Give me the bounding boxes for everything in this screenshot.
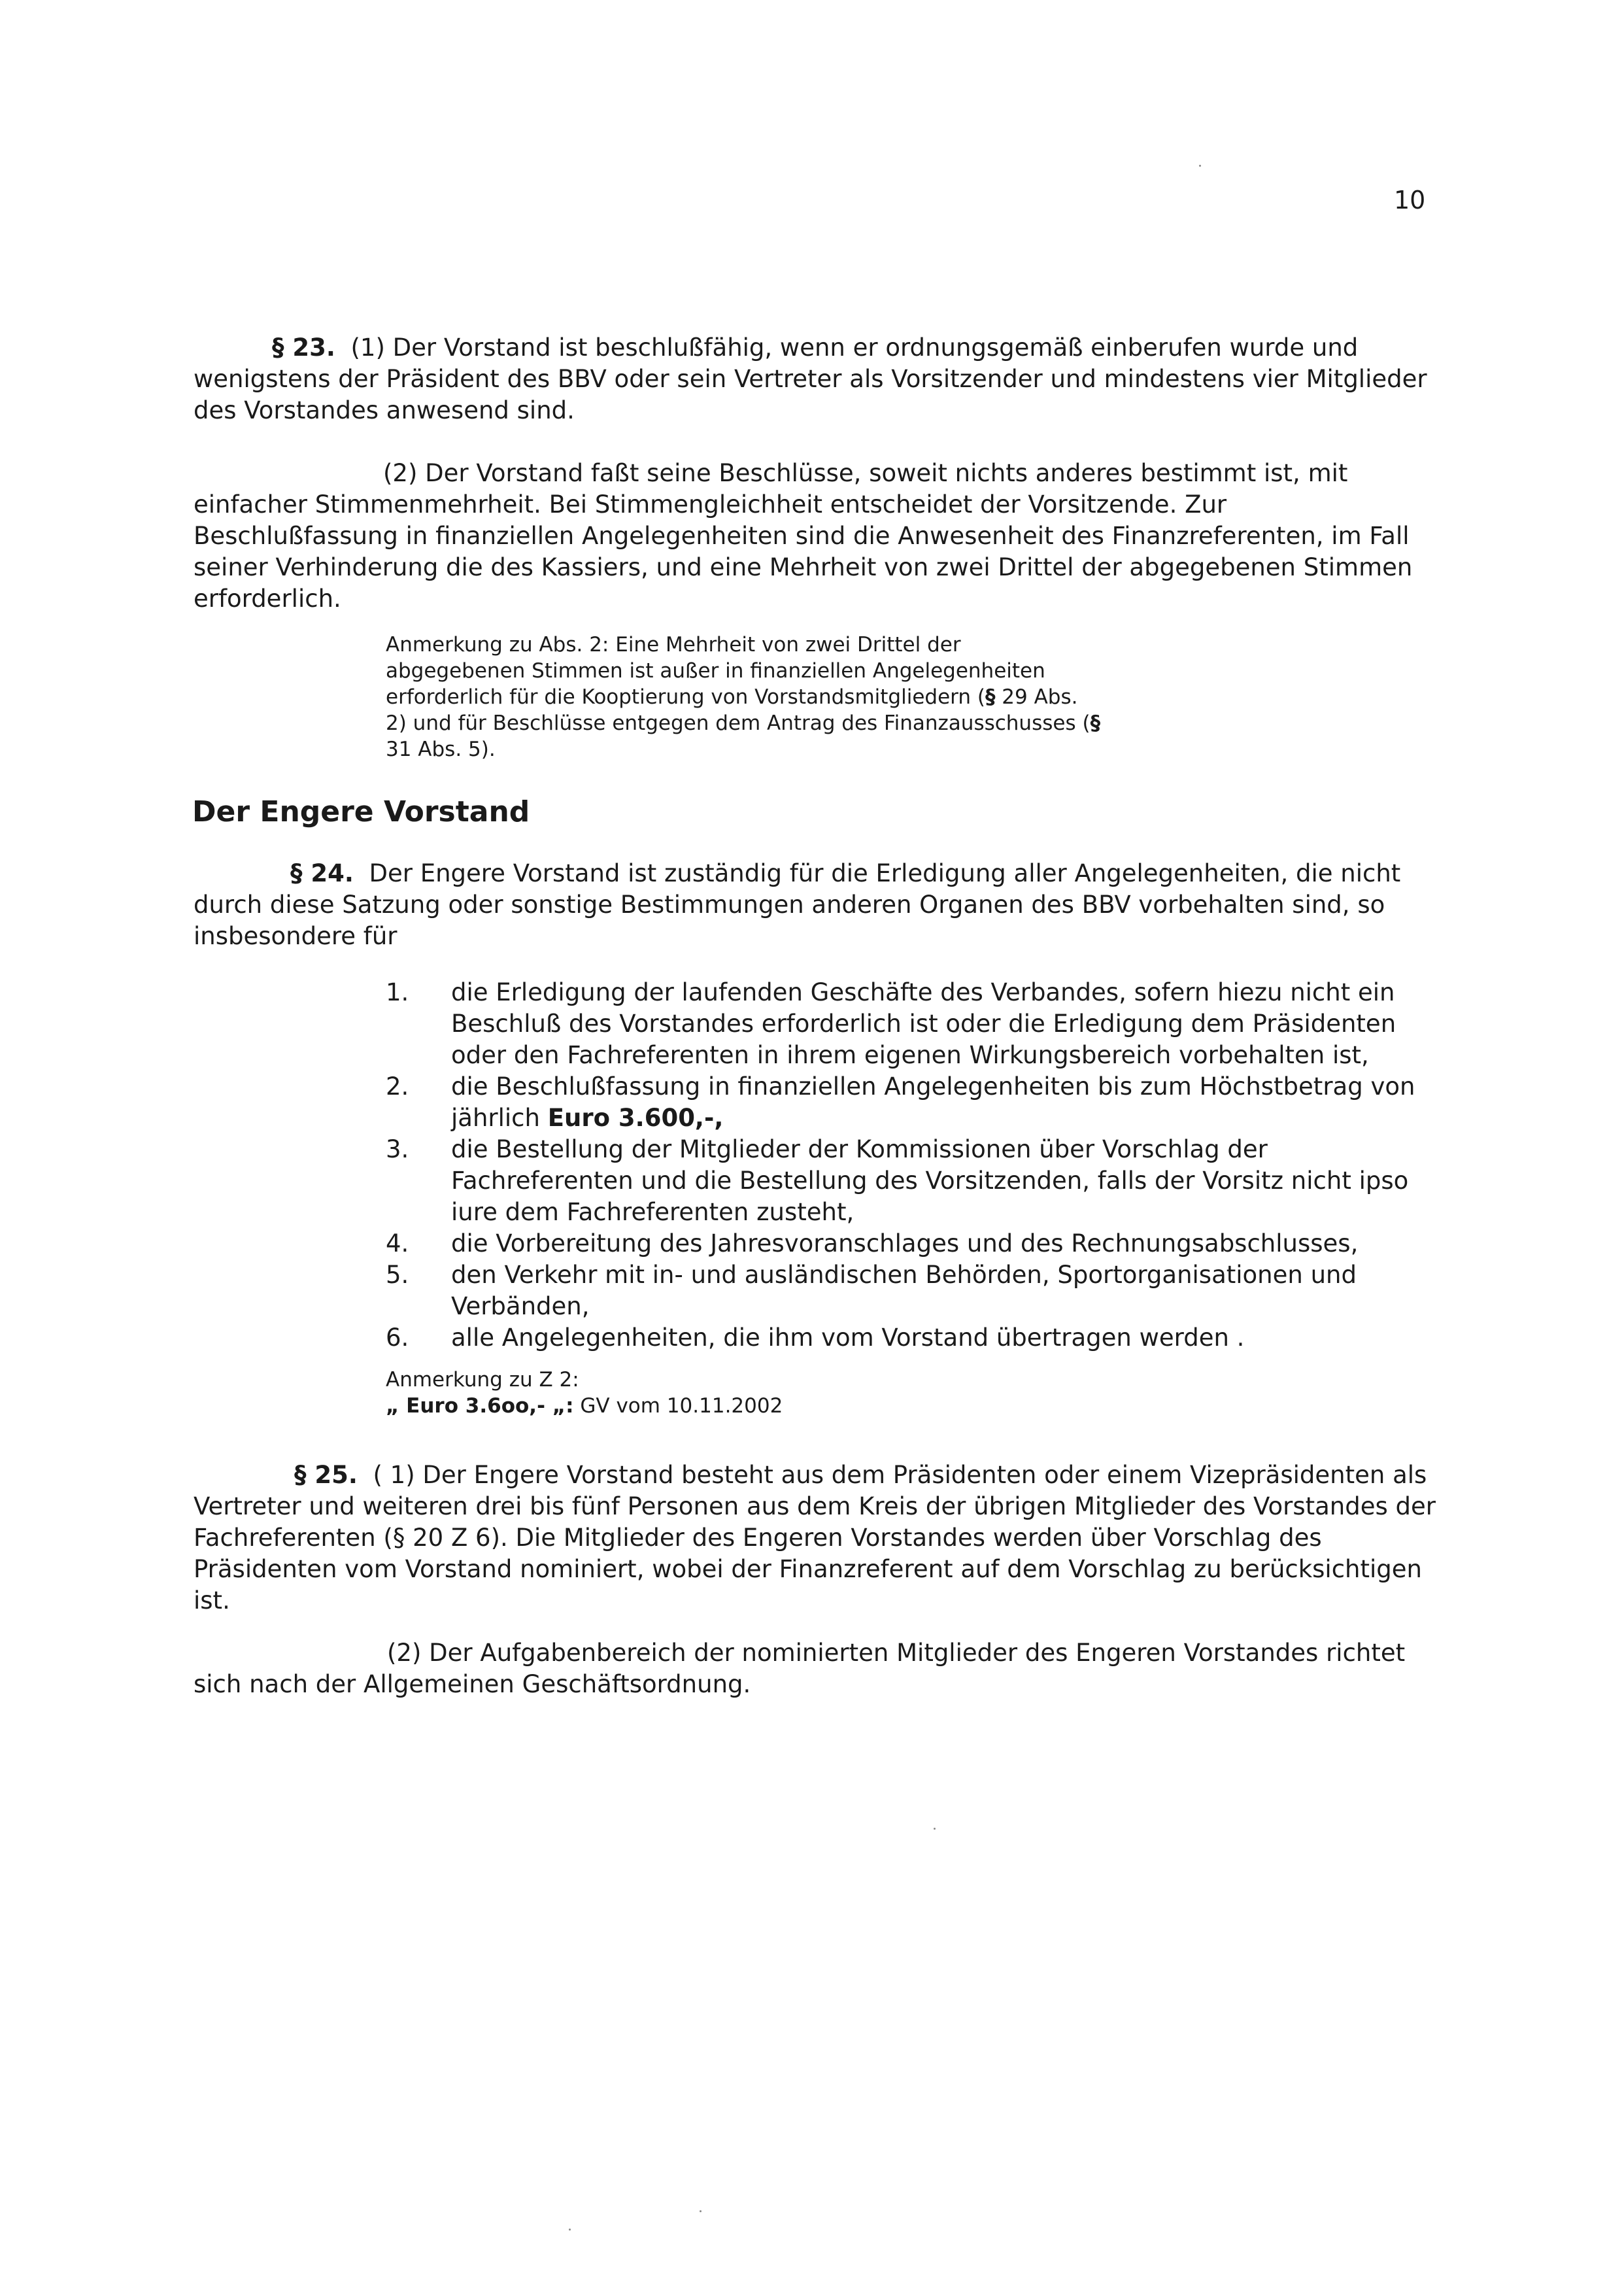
list-item <box>386 977 1445 1071</box>
note-text-end: 31 Abs. 5). <box>386 738 496 761</box>
note-text-middle: 29 Abs. 2) und für Beschlüsse entgegen dem Antrag des Finanzausschusses ( <box>386 685 1091 735</box>
list-item <box>386 1134 1445 1228</box>
section-23-paragraph-2 <box>194 458 1436 615</box>
note-date: GV vom 10.11.2002 <box>573 1394 783 1418</box>
section-25-text-1: ( 1) Der Engere Vorstand besteht aus dem Präsidenten oder einem Vizepräsidenten als Vertreter und weiteren drei bis fünf Personen aus dem Kreis der übrigen Mitglieder des Vorstandes der Fachreferenten (§ 20 Z 6). Die Mitglieder des Engeren Vorstandes werden über Vorschlag des Präsidenten vom Vorstand nominiert, wobei der Finanzreferent auf dem Vorschlag zu berücksichtigen ist. <box>194 1461 1436 1615</box>
list-item-text: die Bestellung der Mitglieder der Kommissionen über Vorschlag der Fachreferenten und die Bestellung des Vorsitzenden, falls der Vorsitz nicht ipso iure dem Fachreferenten zusteht, <box>451 1135 1409 1226</box>
list-item-number: 6. <box>386 1324 409 1352</box>
list-item-number: 3. <box>386 1135 409 1163</box>
note-amount: „ Euro 3.6oo,- „: <box>386 1394 574 1418</box>
note-text-prefix: Anmerkung zu Abs. 2: Eine Mehrheit von zwei Drittel der abgegebenen Stimmen ist außer in finanziellen Angelegenheiten erforderlich für die Kooptierung von Vorstandsmitgliedern ( <box>386 633 1045 709</box>
list-item-text: die Beschlußfassung in finanziellen Angelegenheiten bis zum Höchstbetrag von jährlich <box>451 1072 1415 1132</box>
list-item <box>386 1071 1445 1134</box>
section-24-intro <box>194 858 1436 952</box>
list-item-number: 4. <box>386 1229 409 1257</box>
list-item-amount: Euro 3.600,-, <box>547 1104 724 1132</box>
section-23-text-2: (2) Der Vorstand faßt seine Beschlüsse, soweit nichts anderes bestimmt ist, mit einfacher Stimmenmehrheit. Bei Stimmengleichheit entscheidet der Vorsitzende. Zur Beschlußfassung in finanziellen Angelegenheiten sind die Anwesenheit des Finanzreferenten, im Fall seiner Verhinderung die des Kassiers, und eine Mehrheit von zwei Drittel der abgegebenen Stimmen erforderlich. <box>194 459 1413 613</box>
section-23-note <box>386 632 1105 762</box>
list-item-text: die Vorbereitung des Jahresvoranschlages und des Rechnungsabschlusses, <box>451 1229 1359 1257</box>
list-item-number: 5. <box>386 1261 409 1289</box>
section-25-text-2: (2) Der Aufgabenbereich der nominierten Mitglieder des Engeren Vorstandes richtet sich nach der Allgemeinen Geschäftsordnung. <box>194 1639 1406 1698</box>
note-line-1: Anmerkung zu Z 2: <box>386 1368 579 1392</box>
note-paragraph-sign-1: § <box>985 685 996 709</box>
section-24-text: Der Engere Vorstand ist zuständig für die Erledigung aller Angelegenheiten, die nicht durch diese Satzung oder sonstige Bestimmungen anderen Organen des BBV vorbehalten sind, so insbesondere für <box>194 859 1401 950</box>
scan-speck <box>700 2210 702 2212</box>
list-item-text: den Verkehr mit in- und ausländischen Behörden, Sportorganisationen und Verbänden, <box>451 1261 1357 1320</box>
section-25-paragraph-2 <box>194 1637 1436 1700</box>
list-item-number: 1. <box>386 978 409 1006</box>
section-24-label: § 24. <box>290 859 354 887</box>
section-25-paragraph-1 <box>194 1460 1436 1616</box>
section-24-list <box>386 977 1445 1354</box>
section-23-text-1: (1) Der Vorstand ist beschlußfähig, wenn er ordnungsgemäß einberufen wurde und wenigstens der Präsident des BBV oder sein Vertreter als Vorsitzender und mindestens vier Mitglieder des Vorstandes anwesend sind. <box>194 334 1427 424</box>
list-item-number: 2. <box>386 1072 409 1101</box>
section-23-paragraph-1 <box>194 332 1436 426</box>
section-heading: Der Engere Vorstand <box>192 795 530 829</box>
page-number: 10 <box>1394 186 1426 214</box>
list-item <box>386 1322 1445 1354</box>
note-paragraph-sign-2: § <box>1090 711 1101 735</box>
section-25-label: § 25. <box>294 1461 358 1489</box>
list-item-text: alle Angelegenheiten, die ihm vom Vorstand übertragen werden . <box>451 1324 1245 1352</box>
list-item <box>386 1259 1445 1322</box>
list-item-text: die Erledigung der laufenden Geschäfte des Verbandes, sofern hiezu nicht ein Beschluß des Vorstandes erforderlich ist oder die Erledigung dem Präsidenten oder den Fachreferenten in ihrem eigenen Wirkungsbereich vorbehalten ist, <box>451 978 1396 1069</box>
section-24-note <box>386 1367 1105 1419</box>
scan-speck <box>934 1828 936 1830</box>
section-23-label: § 23. <box>272 334 335 362</box>
scan-speck <box>1199 165 1201 167</box>
list-item <box>386 1228 1445 1259</box>
scan-speck <box>569 2229 571 2231</box>
